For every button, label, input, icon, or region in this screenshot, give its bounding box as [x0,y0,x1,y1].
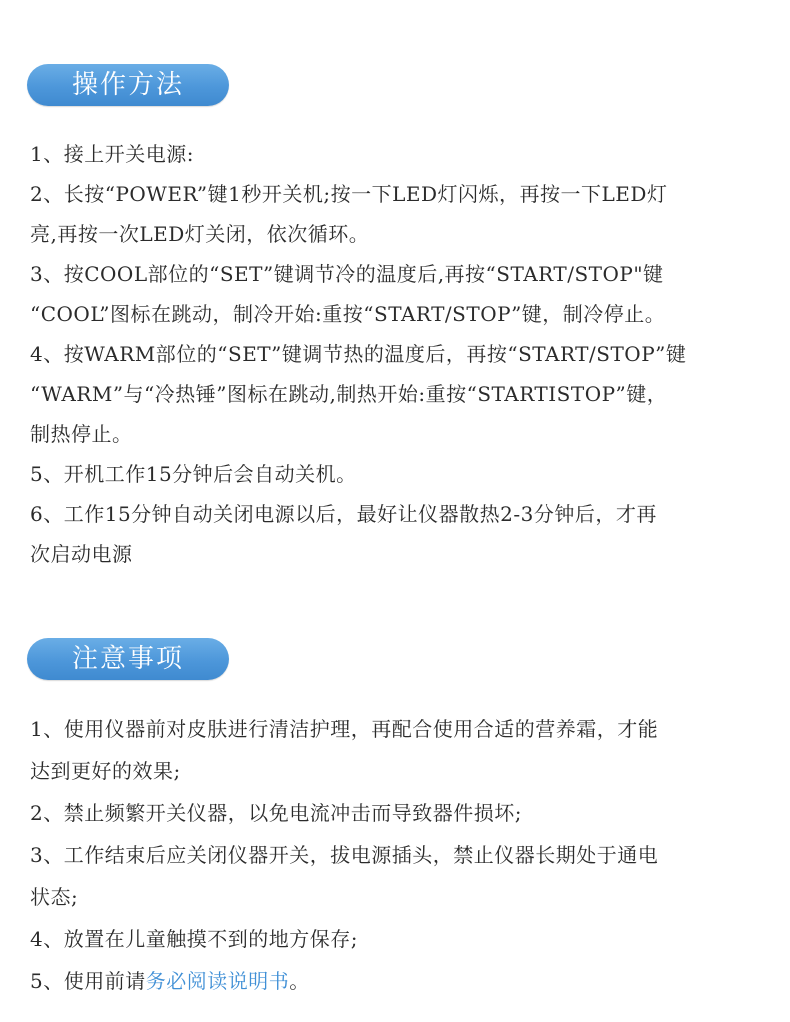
instruction-line: 次启动电源 [30,542,133,566]
precaution-list [30,708,770,1002]
instruction-line: 5、开机工作15分钟后会自动关机。 [30,462,357,486]
last-line-prefix: 5、使用前请 [30,969,146,993]
precaution-line: 4、放置在儿童触摸不到的地方保存; [30,927,358,951]
instruction-line: 2、长按“POWER”键1秒开关机;按一下LED灯闪烁，再按一下LED灯 [30,182,668,206]
read-manual-highlight: 务必阅读说明书 [145,969,290,993]
section-title: 注意事项 [71,644,184,674]
last-line-suffix: 。 [289,969,310,993]
instruction-line: 6、工作15分钟自动关闭电源以后，最好让仪器散热2-3分钟后，才再 [30,502,657,526]
section-title: 操作方法 [71,70,184,100]
section-title-badge [27,64,229,106]
instruction-line: 亮,再按一次LED灯关闭，依次循环。 [30,222,370,246]
instruction-line: “COOL”图标在跳动，制冷开始:重按“START/STOP”键，制冷停止。 [30,302,666,326]
precaution-line: 1、使用仪器前对皮肤进行清洁护理，再配合使用合适的营养霜，才能 [30,717,659,741]
precaution-line: 3、工作结束后应关闭仪器开关，拔电源插头，禁止仪器长期处于通电 [30,843,659,867]
instruction-line: 制热停止。 [30,422,133,446]
section-title-badge [27,638,229,680]
section-operation [0,64,790,566]
instruction-line: 1、接上开关电源: [30,142,194,166]
precaution-line: 达到更好的效果; [30,759,181,783]
operation-instructions [30,134,770,574]
instruction-line: 4、按WARM部位的“SET”键调节热的温度后，再按“START/STOP”键 [30,342,687,366]
precaution-line-last [30,960,770,1002]
precaution-line: 状态; [30,885,79,909]
section-precautions [0,638,790,993]
instruction-line: 3、按COOL部位的“SET”键调节冷的温度后,再按“START/STOP"键 [30,262,664,286]
precaution-line: 2、禁止频繁开关仪器，以免电流冲击而导致器件损坏; [30,801,522,825]
instruction-line: “WARM”与“冷热锤”图标在跳动,制热开始:重按“STARTISTOP”键， [30,382,668,406]
